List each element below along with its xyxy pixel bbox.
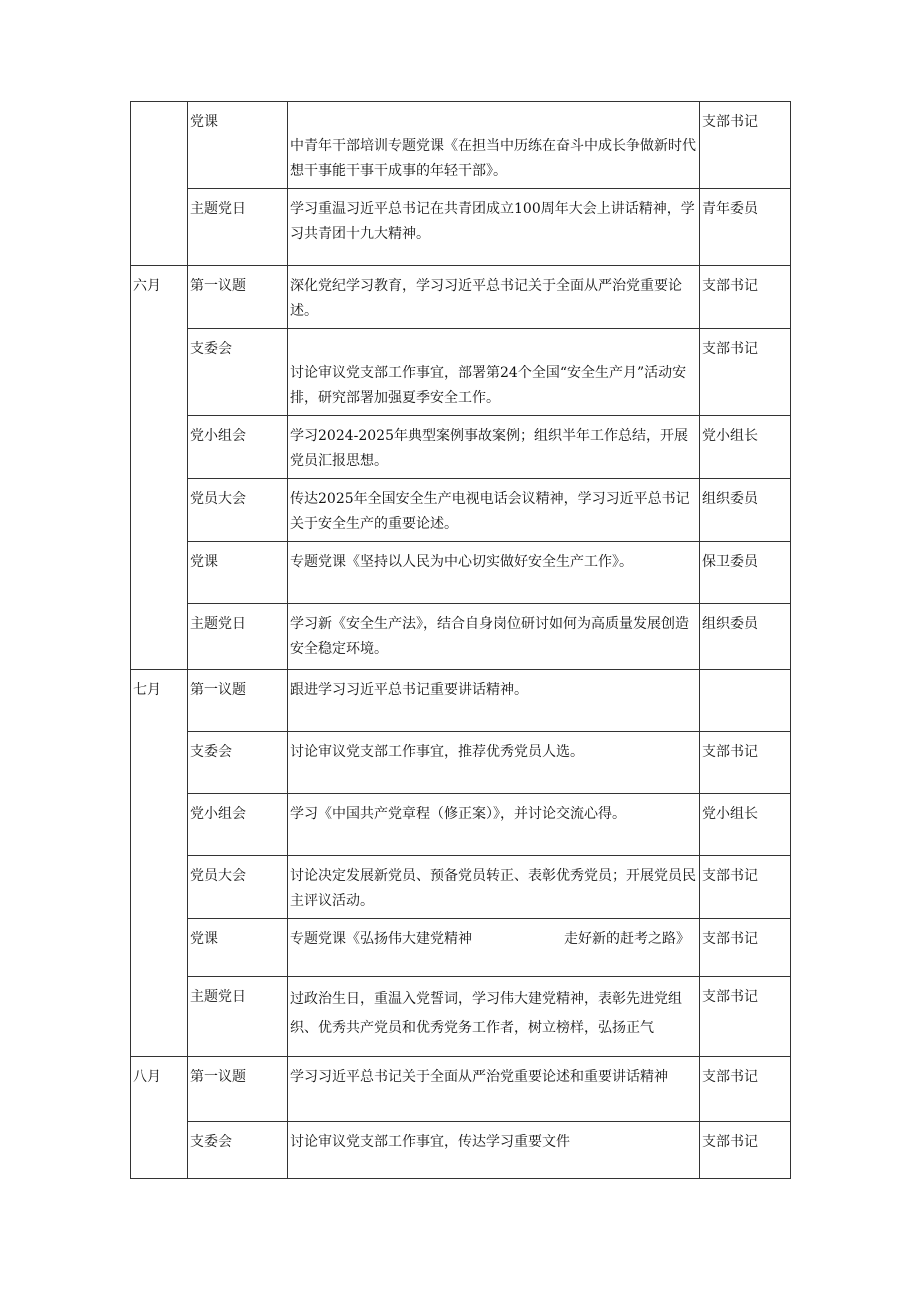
activity-content: 讨论审议党支部工作事宜，传达学习重要文件 [288,1122,700,1179]
activity-owner: 党小组长 [700,416,791,479]
activity-content [288,919,700,977]
activity-owner: 支部书记 [700,856,791,919]
activity-type: 主题党日 [188,977,288,1057]
activity-owner: 支部书记 [700,977,791,1057]
activity-content [288,102,700,189]
activity-type: 第一议题 [188,266,288,329]
activity-content: 深化党纪学习教育，学习习近平总书记关于全面从严治党重要论述。 [288,266,700,329]
table-row [131,416,791,479]
activity-content-text: 讨论审议党支部工作事宜，部署第24个全国“安全生产月”活动安排，研究部署加强夏季安全工作。 [290,365,687,406]
activity-type: 主题党日 [188,189,288,266]
activity-owner: 组织委员 [700,604,791,670]
activity-content: 讨论决定发展新党员、预备党员转正、表彰优秀党员；开展党员民主评议活动。 [288,856,700,919]
activity-content: 学习习近平总书记关于全面从严治党重要论述和重要讲话精神 [288,1057,700,1122]
activity-owner: 支部书记 [700,266,791,329]
activity-content-part-a: 专题党课《弘扬伟大建党精神 [290,931,472,947]
month-cell-continued [131,102,188,266]
table-row [131,189,791,266]
activity-owner [700,670,791,732]
activity-content: 讨论审议党支部工作事宜，推荐优秀党员人选。 [288,732,700,794]
table-row [131,977,791,1057]
table-row [131,1122,791,1179]
activity-owner: 青年委员 [700,189,791,266]
activity-type: 党员大会 [188,479,288,542]
month-cell: 七月 [131,670,188,1057]
activity-content: 学习《中国共产党章程（修正案）》，并讨论交流心得。 [288,794,700,856]
table-row [131,102,791,189]
activity-type: 党员大会 [188,856,288,919]
party-activity-plan-table [130,101,791,1179]
activity-owner: 保卫委员 [700,542,791,604]
activity-content: 学习重温习近平总书记在共青团成立100周年大会上讲话精神，学习共青团十九大精神。 [288,189,700,266]
activity-content: 过政治生日，重温入党誓词，学习伟大建党精神，表彰先进党组织、优秀共产党员和优秀党务工作者，树立榜样，弘扬正气 [288,977,700,1057]
table-row [131,266,791,329]
activity-owner: 支部书记 [700,1122,791,1179]
activity-type: 党课 [188,102,288,189]
table-row [131,856,791,919]
activity-content-text: 中青年干部培训专题党课《在担当中历练在奋斗中成长争做新时代想干事能干事干成事的年轻干部》。 [290,138,696,179]
activity-content: 学习新《安全生产法》，结合自身岗位研讨如何为高质量发展创造安全稳定环境。 [288,604,700,670]
activity-type: 党课 [188,919,288,977]
month-cell: 六月 [131,266,188,670]
table-row [131,604,791,670]
activity-owner: 支部书记 [700,919,791,977]
table-row [131,542,791,604]
activity-content: 跟进学习习近平总书记重要讲话精神。 [288,670,700,732]
table-row [131,1057,791,1122]
activity-type: 党小组会 [188,416,288,479]
activity-content [288,329,700,416]
plan-table-container [130,101,790,1179]
activity-type: 第一议题 [188,1057,288,1122]
activity-content: 传达2025年全国安全生产电视电话会议精神，学习习近平总书记关于安全生产的重要论述。 [288,479,700,542]
activity-owner: 支部书记 [700,732,791,794]
activity-type: 主题党日 [188,604,288,670]
activity-type: 党小组会 [188,794,288,856]
activity-content-part-b: 走好新的赶考之路》 [564,931,690,947]
activity-owner: 党小组长 [700,794,791,856]
activity-owner: 组织委员 [700,479,791,542]
table-row [131,670,791,732]
activity-content: 专题党课《坚持以人民为中心切实做好安全生产工作》。 [288,542,700,604]
activity-owner: 支部书记 [700,102,791,189]
table-row [131,794,791,856]
table-row [131,329,791,416]
activity-owner: 支部书记 [700,329,791,416]
activity-type: 支委会 [188,1122,288,1179]
month-cell: 八月 [131,1057,188,1179]
table-row [131,732,791,794]
activity-content: 学习2024-2025年典型案例事故案例；组织半年工作总结，开展党员汇报思想。 [288,416,700,479]
table-row [131,479,791,542]
activity-owner: 支部书记 [700,1057,791,1122]
activity-type: 第一议题 [188,670,288,732]
activity-type: 党课 [188,542,288,604]
activity-type: 支委会 [188,329,288,416]
activity-type: 支委会 [188,732,288,794]
table-row [131,919,791,977]
